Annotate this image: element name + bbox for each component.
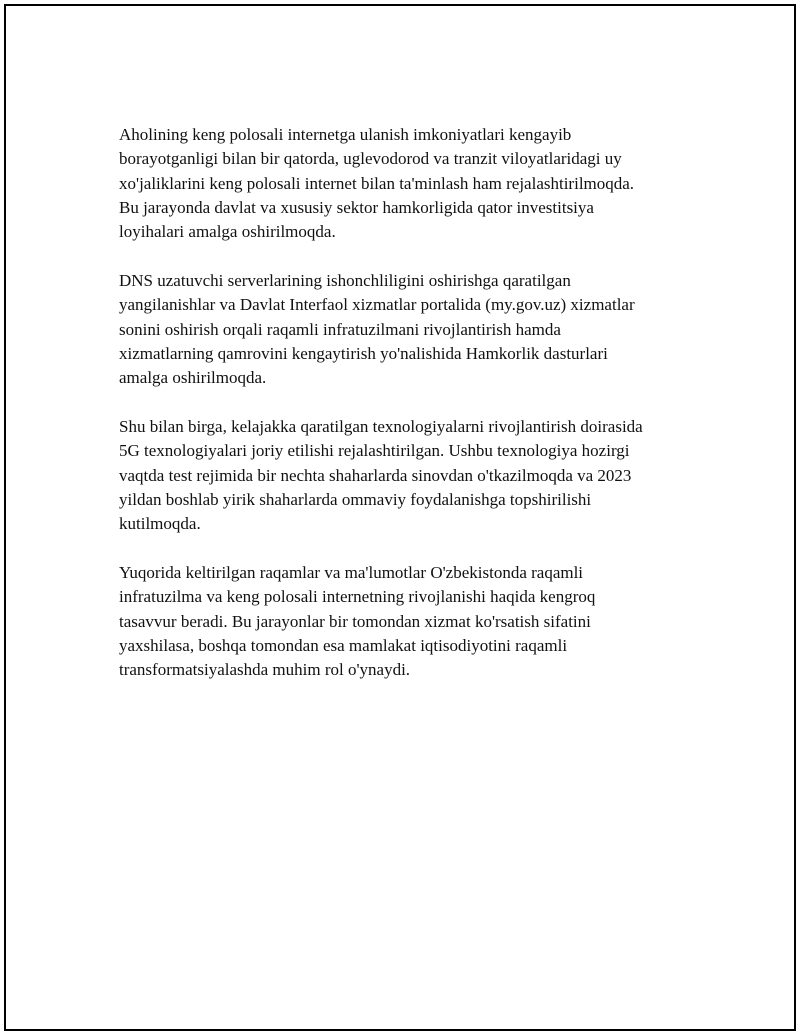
text-line: yaxshilasa, boshqa tomondan esa mamlakat iqtisodiyotini raqamli <box>119 635 568 655</box>
text-line: sonini oshirish orqali raqamli infratuzilmani rivojlantirish hamda <box>119 319 561 339</box>
text-line: tasavvur beradi. Bu jarayonlar bir tomondan xizmat ko'rsatish sifatini <box>119 611 591 631</box>
page-frame <box>4 4 796 1031</box>
text-line: xizmatlarning qamrovini kengaytirish yo'nalishida Hamkorlik dasturlari <box>119 343 608 363</box>
text-line: Yuqorida keltirilgan raqamlar va ma'lumotlar O'zbekistonda raqamli <box>119 562 584 582</box>
text-line: loyihalari amalga oshirilmoqda. <box>119 222 336 242</box>
text-line: Bu jarayonda davlat va xususiy sektor hamkorligida qator investitsiya <box>119 197 594 217</box>
text-line: kutilmoqda. <box>119 514 201 534</box>
paragraph-1 <box>119 123 699 244</box>
text-line: 5G texnologiyalari joriy etilishi rejalashtirilgan. Ushbu texnologiya hozirgi <box>119 441 630 461</box>
text-line: vaqtda test rejimida bir nechta shaharlarda sinovdan o'tkazilmoqda va 2023 <box>119 465 632 485</box>
text-line: transformatsiyalashda muhim rol o'ynaydi. <box>119 660 411 680</box>
text-line: amalga oshirilmoqda. <box>119 368 267 388</box>
text-line: Aholining keng polosali internetga ulanish imkoniyatlari kengayib <box>119 125 572 144</box>
text-line: DNS uzatuvchi serverlarining ishonchliligini oshirishga qaratilgan <box>119 270 571 290</box>
text-line: yildan boshlab yirik shaharlarda ommaviy foydalanishga topshirilishi <box>119 489 592 509</box>
paragraph-4 <box>119 561 699 682</box>
text-line: borayotganligi bilan bir qatorda, uglevodorod va tranzit viloyatlaridagi uy <box>119 149 622 169</box>
text-line: yangilanishlar va Davlat Interfaol xizmatlar portalida (my.gov.uz) xizmatlar <box>119 295 635 315</box>
paragraph-2 <box>119 269 699 390</box>
text-line: Shu bilan birga, kelajakka qaratilgan texnologiyalarni rivojlantirish doirasida <box>119 416 643 436</box>
paragraph-3 <box>119 415 699 536</box>
document-body <box>119 123 699 707</box>
text-line: infratuzilma va keng polosali internetning rivojlanishi haqida kengroq <box>119 587 596 607</box>
text-line: xo'jaliklarini keng polosali internet bilan ta'minlash ham rejalashtirilmoqda. <box>119 173 635 193</box>
